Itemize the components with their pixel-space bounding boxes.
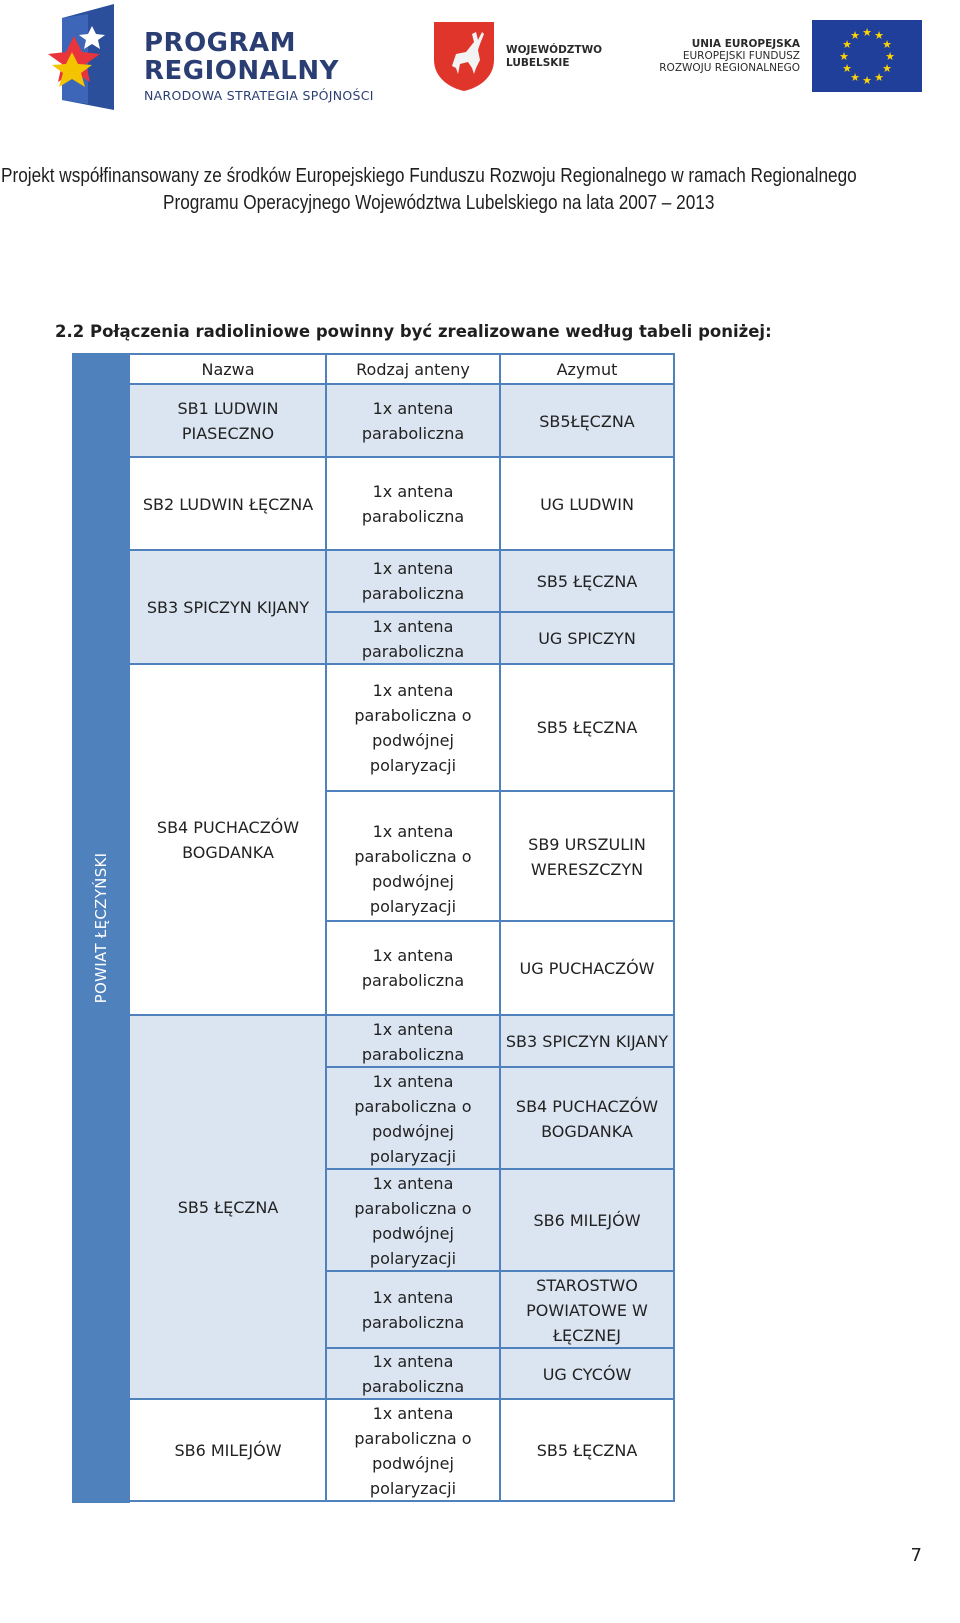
table-cell-antenna: 1x antena paraboliczna o podwójnej polaryzacji (354, 680, 472, 775)
header-nazwa: Nazwa (201, 360, 255, 379)
svg-text:★: ★ (839, 50, 849, 63)
table-border (673, 353, 675, 1502)
table-cell-antenna: 1x antena paraboliczna (326, 385, 500, 457)
logo-strategy-text: NARODOWA STRATEGIA SPÓJNOŚCI (144, 88, 374, 103)
table-cell-antenna: 1x antena paraboliczna (361, 482, 465, 526)
wojewodztwo-line1: WOJEWÓDZTWO (506, 44, 603, 56)
table-cell-azimuth: STAROSTWO POWIATOWE W ŁĘCZNEJ (500, 1272, 674, 1348)
logo-regionalny-text: REGIONALNY (144, 56, 339, 86)
table-cell-antenna: 1x antena paraboliczna (326, 1272, 500, 1348)
logo-program-text: PROGRAM (144, 28, 297, 58)
svg-text:★: ★ (842, 38, 852, 51)
header-rodzaj-anteny: Rodzaj anteny (356, 360, 470, 379)
table-border (130, 1398, 675, 1400)
table-cell-antenna: 1x antena paraboliczna (361, 946, 465, 990)
ue-line3: ROZWOJU REGIONALNEGO (659, 62, 800, 74)
table-border (130, 1014, 675, 1016)
svg-text:★: ★ (842, 62, 852, 75)
table-cell-antenna: 1x antena paraboliczna o podwójnej polaryzacji (354, 1403, 472, 1498)
svg-text:★: ★ (850, 29, 860, 42)
page-number: 7 (910, 1545, 922, 1566)
table-border (128, 353, 130, 1502)
header-azymut: Azymut (556, 360, 618, 379)
table-cell-azimuth: SB5 ŁĘCZNA (500, 551, 674, 611)
wojewodztwo-line2: LUBELSKIE (506, 57, 570, 69)
svg-text:★: ★ (874, 71, 884, 84)
svg-text:★: ★ (882, 62, 892, 75)
svg-text:★: ★ (874, 29, 884, 42)
table-border (130, 663, 326, 665)
table-cell-antenna: 1x antena paraboliczna o podwójnej polaryzacji (326, 1068, 500, 1169)
table-cell-antenna: 1x antena paraboliczna o podwójnej polaryzacji (354, 822, 472, 916)
table-cell-antenna: 1x antena paraboliczna (326, 551, 500, 611)
table-cell-azimuth: SB5 ŁĘCZNA (536, 1441, 638, 1460)
table-cell-azimuth: SB5 ŁĘCZNA (536, 718, 638, 737)
table-cell-name: SB5 ŁĘCZNA (130, 1016, 326, 1398)
svg-text:★: ★ (862, 26, 872, 39)
table-cell-azimuth: SB9 URSZULIN WERESZCZYN (528, 834, 646, 879)
svg-text:★: ★ (850, 71, 860, 84)
section-heading: 2.2 Połączenia radioliniowe powinny być zrealizowane według tabeli poniżej: (55, 322, 772, 341)
table-border (325, 353, 327, 1502)
ue-line1: UNIA EUROPEJSKA (691, 38, 800, 50)
table-border (130, 1500, 675, 1502)
table-cell-azimuth: UG CYCÓW (500, 1349, 674, 1399)
table-cell-azimuth: SB3 SPICZYN KIJANY (500, 1016, 674, 1067)
table-cell-name: SB4 PUCHACZÓW BOGDANKA (156, 818, 300, 862)
table-border (130, 353, 675, 355)
svg-text:★: ★ (862, 74, 872, 87)
table-cell-name: SB1 LUDWIN PIASECZNO (130, 385, 326, 457)
table-cell-antenna: 1x antena paraboliczna o podwójnej polaryzacji (326, 1170, 500, 1271)
table-cell-azimuth: SB4 PUCHACZÓW BOGDANKA (500, 1068, 674, 1169)
table-cell-antenna: 1x antena paraboliczna (326, 1349, 500, 1399)
side-label-powiat: POWIAT ŁĘCZYŃSKI (92, 852, 110, 1004)
table-cell-name: SB2 LUDWIN ŁĘCZNA (142, 494, 314, 514)
svg-text:★: ★ (882, 38, 892, 51)
ue-line2: EUROPEJSKI FUNDUSZ (682, 50, 800, 62)
svg-text:★: ★ (885, 50, 895, 63)
table-cell-azimuth: UG LUDWIN (540, 494, 634, 514)
table-cell-azimuth: SB6 MILEJÓW (500, 1170, 674, 1271)
table-cell-antenna: 1x antena paraboliczna (326, 1016, 500, 1067)
project-note-line2: Programu Operacyjnego Województwa Lubelskiego na lata 2007 – 2013 (163, 192, 715, 214)
table-cell-azimuth: SB5ŁĘCZNA (500, 385, 674, 457)
project-note-line1: Projekt współfinansowany ze środków Europejskiego Funduszu Rozwoju Regionalnego w ramach Regionalnego (1, 165, 857, 187)
table-cell-name: SB3 SPICZYN KIJANY (130, 551, 326, 664)
table-cell-azimuth: UG SPICZYN (500, 613, 674, 664)
table-border (130, 456, 675, 458)
table-border (499, 353, 501, 1502)
table-border (130, 549, 675, 551)
table-cell-name: SB6 MILEJÓW (174, 1441, 282, 1460)
table-cell-azimuth: UG PUCHACZÓW (519, 958, 655, 978)
table-border (130, 383, 675, 385)
table-cell-antenna: 1x antena paraboliczna (326, 613, 500, 664)
